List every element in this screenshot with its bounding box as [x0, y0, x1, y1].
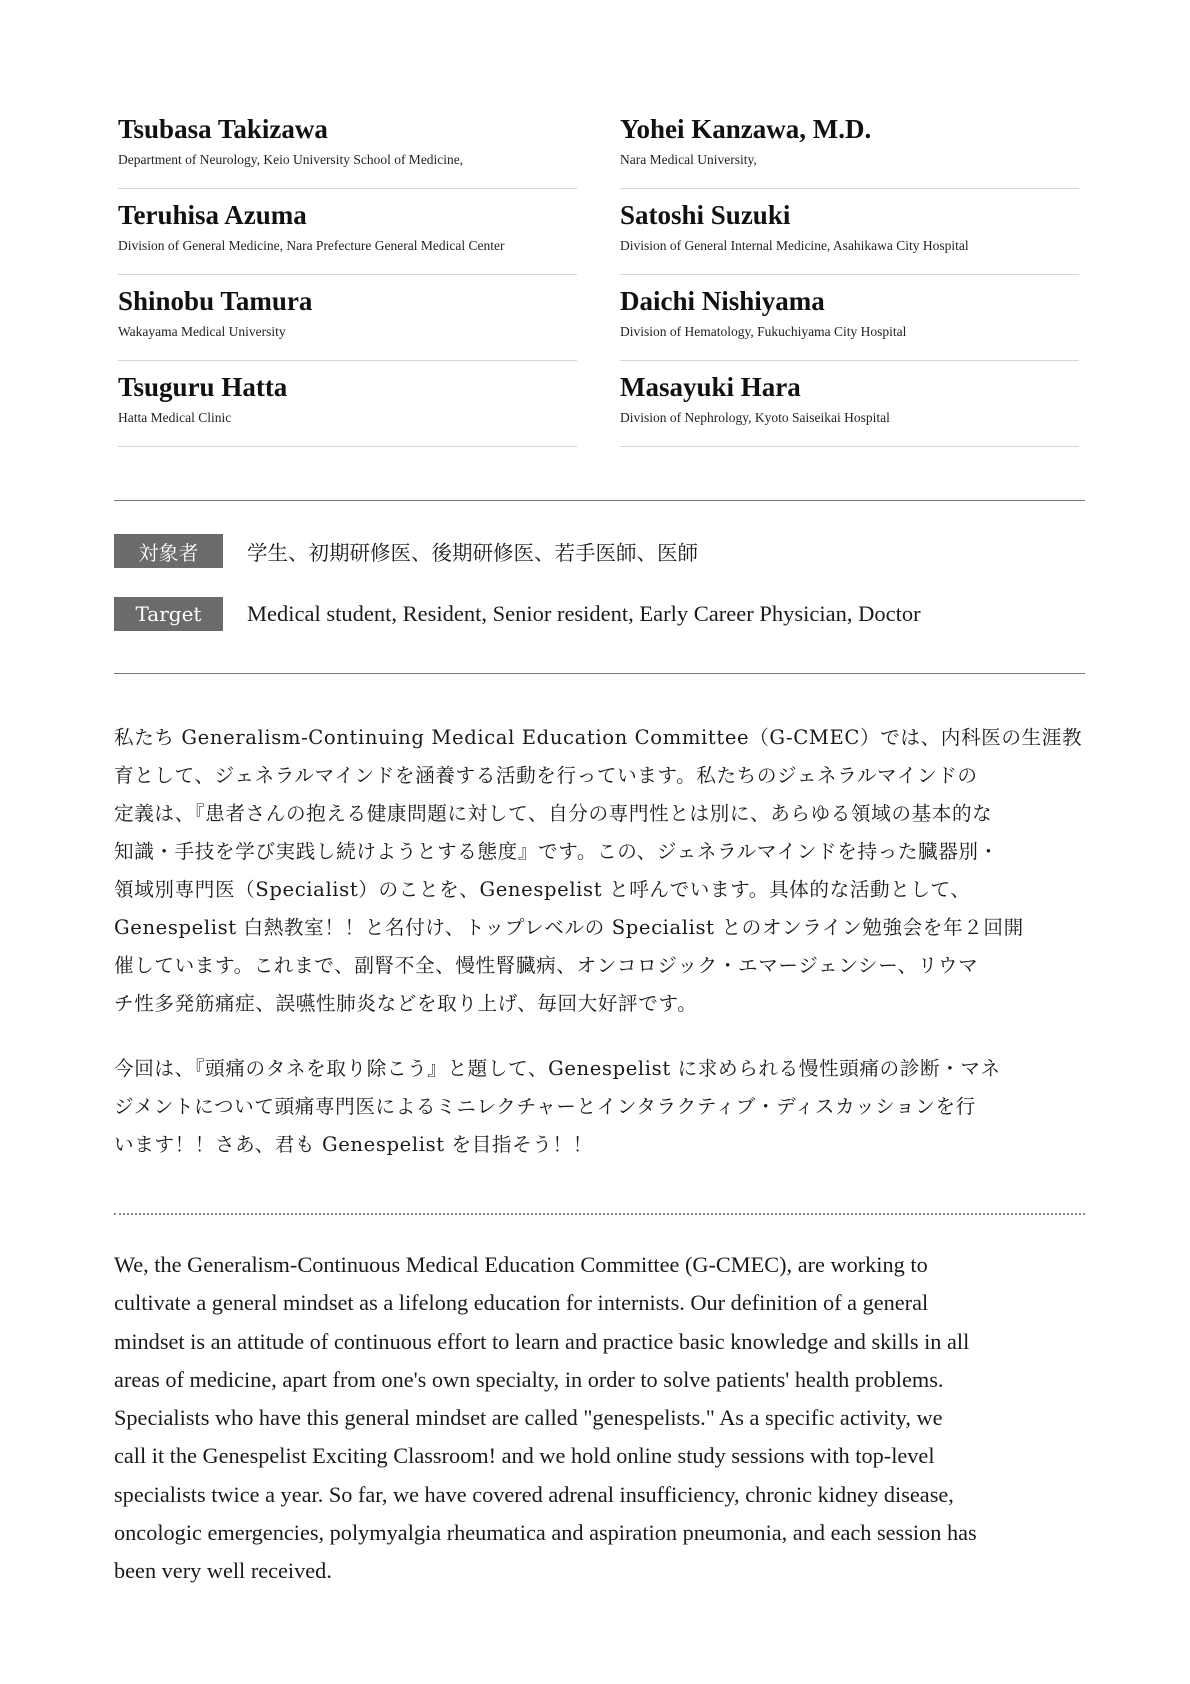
text-line: 今回は、『頭痛のタネを取り除こう』と題して、Genespelist に求められる慢性頭痛の診断・マネ [114, 1057, 1001, 1080]
speaker-card [118, 103, 577, 189]
speaker-card [118, 275, 577, 361]
dotted-divider [114, 1213, 1085, 1215]
speaker-affiliation: Department of Neurology, Keio University School of Medicine, [118, 152, 464, 167]
section-divider-top [114, 500, 1085, 501]
text-line: チ性多発筋痛症、誤嚥性肺炎などを取り上げ、毎回大好評です。 [114, 992, 698, 1015]
text-line: 催しています。これまで、副腎不全、慢性腎臓病、オンコロジック・エマージェンシー、リウマ [114, 954, 979, 977]
speaker-affiliation: Nara Medical University, [620, 152, 757, 167]
target-row-jp [114, 533, 698, 569]
speaker-card [118, 189, 577, 275]
target-value-jp: 学生、初期研修医、後期研修医、若手医師、医師 [247, 541, 698, 565]
text-line: call it the Genespelist Exciting Classroom! and we hold online study sessions with top-level [114, 1443, 935, 1469]
speaker-affiliation: Division of General Internal Medicine, Asahikawa City Hospital [620, 238, 969, 253]
text-line: 育として、ジェネラルマインドを涵養する活動を行っています。私たちのジェネラルマインドの [114, 764, 978, 787]
description-jp-paragraph-2 [114, 1050, 1094, 1164]
speaker-list [118, 103, 1079, 447]
speaker-affiliation: Wakayama Medical University [118, 324, 286, 339]
speaker-card [620, 189, 1079, 275]
text-line: mindset is an attitude of continuous effort to learn and practice basic knowledge and skills in all [114, 1328, 970, 1354]
text-line: 領域別専門医（Specialist）のことを、Genespelist と呼んでいます。具体的な活動として、 [114, 878, 971, 901]
text-line: います！！さあ、君も Genespelist を目指そう！！ [114, 1133, 593, 1156]
speaker-name: Shinobu Tamura [118, 286, 313, 316]
text-line: ジメントについて頭痛専門医によるミニレクチャーとインタラクティブ・ディスカッションを行 [114, 1095, 976, 1118]
text-line: Specialists who have this general mindset are called "genespelists." As a specific activity, we [114, 1405, 943, 1431]
speaker-name: Satoshi Suzuki [620, 200, 791, 230]
text-line: areas of medicine, apart from one's own specialty, in order to solve patients' health problems. [114, 1366, 944, 1392]
section-divider-bottom [114, 673, 1085, 674]
text-line: 定義は、『患者さんの抱える健康問題に対して、自分の専門性とは別に、あらゆる領域の基本的な [114, 802, 993, 825]
text-line: 私たち Generalism-Continuing Medical Education Committee（G-CMEC）では、内科医の生涯教 [114, 726, 1083, 749]
speaker-affiliation: Division of Hematology, Fukuchiyama City Hospital [620, 324, 907, 339]
speaker-name: Teruhisa Azuma [118, 200, 307, 230]
speaker-name: Masayuki Hara [620, 372, 801, 402]
target-label-en: Target [114, 597, 223, 631]
text-line: We, the Generalism-Continuous Medical Education Committee (G-CMEC), are working to [114, 1252, 928, 1277]
text-line: 知識・手技を学び実践し続けようとする態度』です。この、ジェネラルマインドを持った臓器別・ [114, 840, 999, 863]
speaker-name: Yohei Kanzawa, M.D. [620, 114, 872, 144]
speaker-card [620, 361, 1079, 447]
text-line: specialists twice a year. So far, we have covered adrenal insufficiency, chronic kidney disease, [114, 1481, 954, 1507]
speaker-affiliation: Division of General Medicine, Nara Prefecture General Medical Center [118, 238, 505, 253]
speaker-affiliation: Division of Nephrology, Kyoto Saiseikai Hospital [620, 410, 890, 425]
speaker-name: Daichi Nishiyama [620, 286, 825, 316]
description-en-paragraph [114, 1246, 1089, 1591]
speaker-name: Tsuguru Hatta [118, 372, 288, 402]
target-row-en [114, 596, 921, 632]
description-jp-paragraph-1 [114, 719, 1094, 1023]
target-value-en: Medical student, Resident, Senior resident, Early Career Physician, Doctor [247, 601, 921, 626]
speaker-card [620, 275, 1079, 361]
text-line: oncologic emergencies, polymyalgia rheumatica and aspiration pneumonia, and each session has [114, 1520, 977, 1546]
speaker-affiliation: Hatta Medical Clinic [118, 410, 232, 425]
speaker-card [620, 103, 1079, 189]
text-line: Genespelist 白熱教室！！と名付け、トップレベルの Specialist とのオンライン勉強会を年２回開 [114, 916, 1024, 939]
speaker-name: Tsubasa Takizawa [118, 114, 328, 144]
text-line: cultivate a general mindset as a lifelong education for internists. Our definition of a general [114, 1290, 929, 1316]
speaker-card [118, 361, 577, 447]
target-label-jp: 対象者 [114, 534, 223, 568]
text-line: been very well received. [114, 1558, 332, 1584]
